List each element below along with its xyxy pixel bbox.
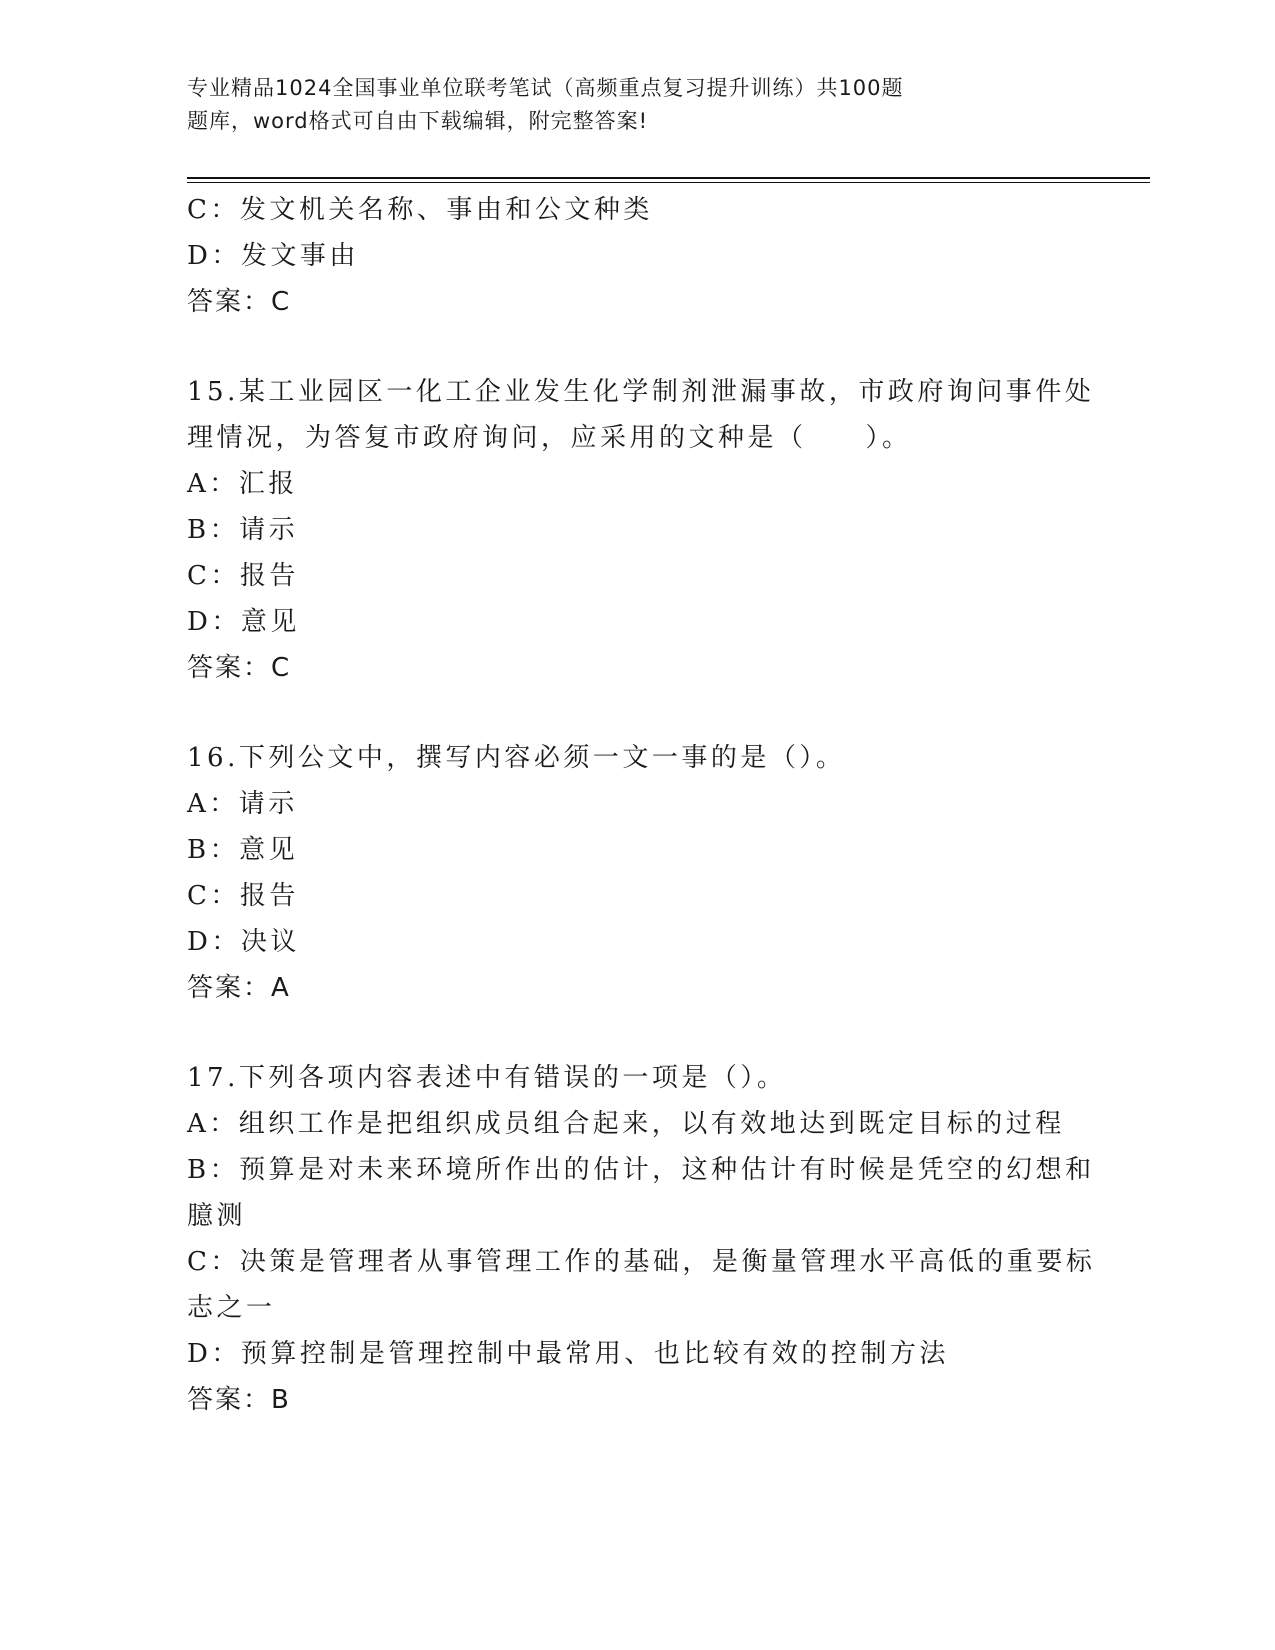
- option-d: D：预算控制是管理控制中最常用、也比较有效的控制方法: [187, 1339, 949, 1369]
- question-list: [187, 187, 1096, 1423]
- header-divider-thin: [187, 182, 1150, 183]
- option-b: B：意见: [187, 835, 299, 865]
- option-c: C：报告: [187, 561, 299, 591]
- option-b: B：请示: [187, 515, 299, 545]
- option-c-continued: 志之一: [187, 1293, 276, 1323]
- answer-line: 答案：C: [187, 653, 292, 683]
- header-title-line-2: 题库，word格式可自由下载编辑，附完整答案!: [187, 109, 649, 133]
- block-spacer: [187, 1011, 1087, 1055]
- document-header: [187, 72, 1047, 138]
- option-b-continued: 臆测: [187, 1201, 247, 1231]
- option-d: D：发文事由: [187, 241, 359, 271]
- question-block: [187, 369, 1095, 691]
- header-title-line-1: 专业精品1024全国事业单位联考笔试（高频重点复习提升训练）共100题: [187, 76, 904, 100]
- question-stem: 16.下列公文中，撰写内容必须一文一事的是（）。: [187, 743, 846, 773]
- question-block: [187, 187, 1087, 325]
- option-a: A：请示: [187, 789, 298, 819]
- option-b: B：预算是对未来环境所作出的估计，这种估计有时候是凭空的幻想和: [187, 1155, 1095, 1185]
- header-divider-thick: [187, 177, 1150, 179]
- question-stem: 理情况，为答复市政府询问，应采用的文种是（ ）。: [187, 423, 912, 453]
- question-stem: 15.某工业园区一化工企业发生化学制剂泄漏事故，市政府询问事件处: [187, 377, 1095, 407]
- block-spacer: [187, 325, 1087, 369]
- option-d: D：决议: [187, 927, 300, 957]
- option-c: C：发文机关名称、事由和公文种类: [187, 195, 653, 225]
- answer-line: 答案：A: [187, 973, 291, 1003]
- question-stem: 17.下列各项内容表述中有错误的一项是（）。: [187, 1063, 787, 1093]
- option-c: C：决策是管理者从事管理工作的基础，是衡量管理水平高低的重要标: [187, 1247, 1096, 1277]
- block-spacer: [187, 691, 1087, 735]
- answer-line: 答案：B: [187, 1385, 291, 1415]
- answer-line: 答案：C: [187, 287, 292, 317]
- option-a: A：汇报: [187, 469, 298, 499]
- option-a: A：组织工作是把组织成员组合起来，以有效地达到既定目标的过程: [187, 1109, 1065, 1139]
- option-c: C：报告: [187, 881, 299, 911]
- question-block: [187, 735, 1087, 1011]
- option-d: D：意见: [187, 607, 300, 637]
- question-block: [187, 1055, 1096, 1423]
